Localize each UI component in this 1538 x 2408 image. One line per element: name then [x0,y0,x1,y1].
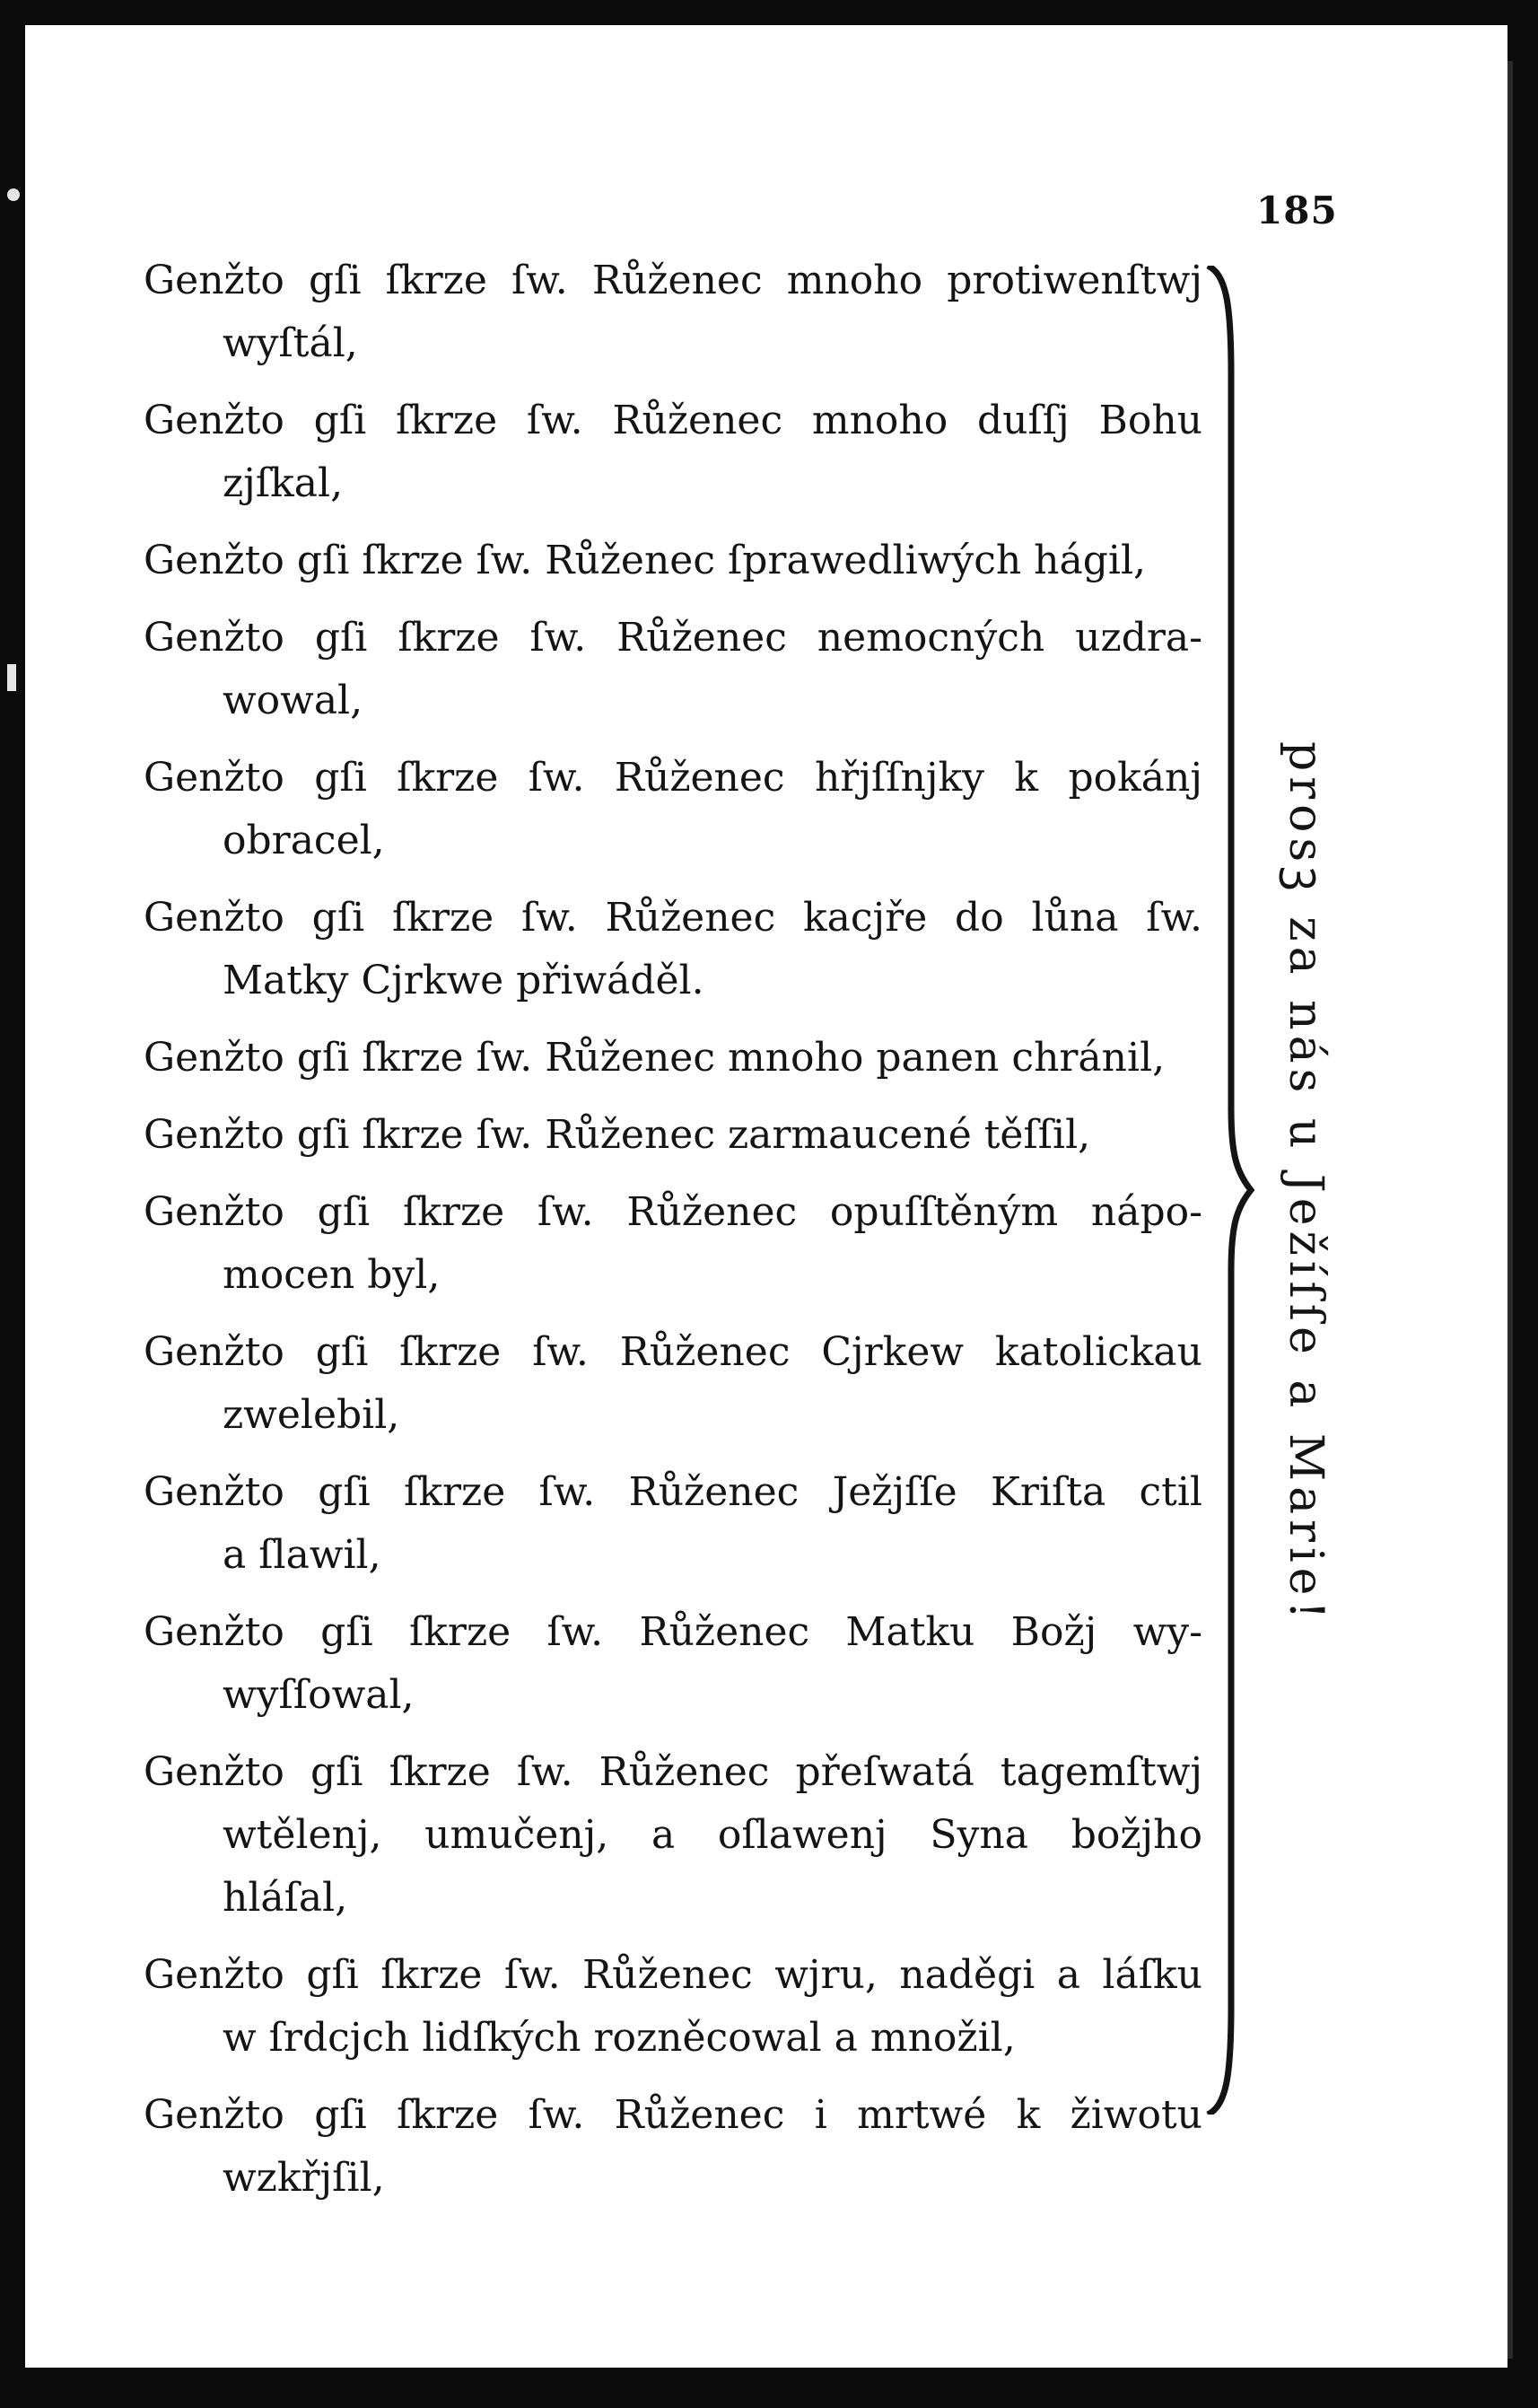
litany-entry [144,1181,1202,1307]
litany-entry [144,390,1202,515]
litany-entry [144,1321,1202,1447]
scan-margin-mark [7,664,16,691]
entry-line: Genžto gſi ſkrze ſw. Růženec mnoho protiwenſtwj [144,258,1202,303]
entry-line: Genžto gſi ſkrze ſw. Růženec i mrtwé k žiwotu [144,2092,1202,2138]
entry-line: Genžto gſi ſkrze ſw. Růženec kacjře do lůna ſw. [144,895,1202,941]
entry-line: Genžto gſi ſkrze ſw. Růženec opuſſtěným nápo- [144,1189,1202,1235]
entry-continuation-line: wtělenj, umučenj, a oſlawenj Syna božjho [223,1812,1202,1858]
curly-brace [1201,266,1254,2115]
litany-text [144,250,1202,2224]
entry-line: Genžto gſi ſkrze ſw. Růženec ſprawedliwých hágil, [144,538,1147,583]
entry-line: Genžto gſi ſkrze ſw. Růženec nemocných uzdra- [144,615,1202,661]
entry-continuation-line: obracel, [223,818,385,863]
entry-continuation-line: a ſlawil, [223,1532,381,1578]
scan-margin-mark [7,188,20,201]
entry-line: Genžto gſi ſkrze ſw. Růženec mnoho panen chránil, [144,1035,1166,1081]
litany-entry [144,1944,1202,2070]
entry-continuation-line: mocen byl, [223,1252,441,1298]
litany-entry [144,1601,1202,1727]
scan-left-edge [0,0,25,2408]
litany-entry [144,1104,1202,1167]
entry-continuation-line: wyſtál, [223,320,358,366]
litany-entry [144,887,1202,1012]
entry-continuation-line: wzkřjſil, [223,2155,385,2201]
entry-continuation-line: zwelebil, [223,1392,400,1438]
scan-bottom-edge [25,2368,1507,2408]
litany-entry [144,1741,1202,1930]
entry-continuation-line: wyſſowal, [223,1672,415,1718]
litany-entry [144,2084,1202,2210]
litany-entry [144,747,1202,872]
entry-continuation-line: hláſal, [223,1875,348,1921]
litany-entry [144,1461,1202,1587]
entry-line: Genžto gſi ſkrze ſw. Růženec Matku Božj wy- [144,1609,1202,1655]
entry-continuation-line: Matky Cjrkwe přiwáděl. [223,958,704,1003]
litany-entry [144,530,1202,592]
litany-entry [144,1027,1202,1090]
entry-continuation-line: zjſkal, [223,460,344,506]
entry-line: Genžto gſi ſkrze ſw. Růženec Ježjſſe Kriſta ctil [144,1469,1202,1515]
entry-line: Genžto gſi ſkrze ſw. Růženec hřjſſnjky k pokánj [144,755,1202,801]
entry-line: Genžto gſi ſkrze ſw. Růženec Cjrkew katolickau [144,1329,1202,1375]
page-number: 185 [1256,188,1338,232]
side-caption: prosꝫ za nás u Ježíſſe a Marie! [1279,741,1333,1625]
entry-continuation-line: w ſrdcjch lidſkých rozněcowal a množil, [223,2015,1016,2061]
entry-continuation-line: wowal, [223,678,363,723]
litany-entry [144,607,1202,732]
entry-line: Genžto gſi ſkrze ſw. Růženec mnoho duſſj Bohu [144,398,1202,443]
page-right-edge [1507,61,1513,2359]
entry-line: Genžto gſi ſkrze ſw. Růženec zarmaucené těſſil, [144,1112,1091,1158]
litany-entry [144,250,1202,375]
entry-line: Genžto gſi ſkrze ſw. Růženec přeſwatá tagemſtwj [144,1749,1202,1795]
entry-line: Genžto gſi ſkrze ſw. Růženec wjru, naděgi a láſku [144,1952,1202,1998]
